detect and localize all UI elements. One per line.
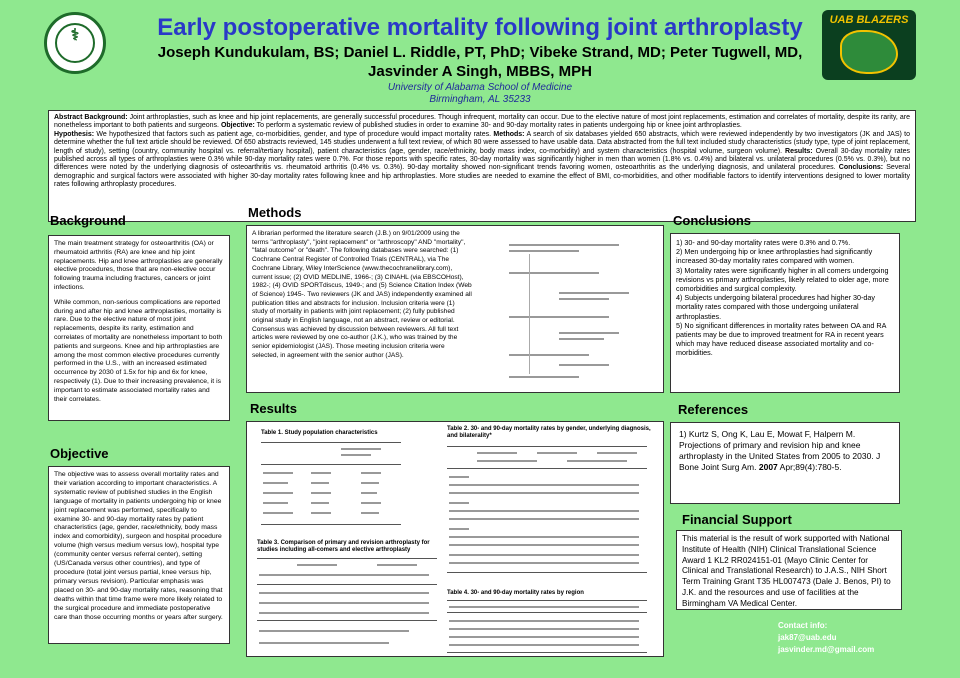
contact-email-1[interactable]: jak87@uab.edu [778,633,837,642]
abstract-conclusions-label: Conclusions: [835,164,884,172]
objective-heading: Objective [50,446,109,461]
results-heading: Results [250,401,297,416]
table-4-title: Table 4. 30- and 90-day mortality rates by region [447,590,584,596]
background-heading: Background [50,213,126,228]
financial-support-panel [676,530,902,610]
reference-1-pages: Apr;89(4):780-5. [777,462,842,472]
abstract-box [48,110,916,222]
institution [300,82,660,106]
study-flow-diagram [499,236,649,386]
blazers-wordmark: UAB BLAZERS [829,14,909,26]
conclusion-item-4: 4) Subjects undergoing bilateral procedures had higher 30-day mortality rates compared with those undergoing unilateral arthroplasties. [676,293,875,321]
caduceus-icon: ⚕ [70,27,80,44]
uab-blazers-logo [822,10,916,80]
table-1 [261,430,421,530]
conclusion-item-1: 1) 30- and 90-day mortality rates were 0.3% and 0.7%. [676,238,851,247]
conclusion-item-3: 3) Mortality rates were significantly higher in all comers undergoing revisions vs primary arthroplasties, likely related to older age, more comorbidities and surgical complexity. [676,265,889,294]
references-heading: References [678,402,749,417]
abstract-objective-text: To perform a systematic review of published studies in order to examine 30- and 90-day mortality rates in patients undergoing hip or knee joint arthroplasties. [254,122,742,130]
dragon-mascot-icon [840,30,898,74]
background-paragraph-1: The main treatment strategy for osteoarthritis (OA) or rheumatoid arthritis (RA) are knee and hip joint replacements. Hip and knee arthroplasties are generally elective procedures, those that are non-elective occur following trauma including fractures, cancers or joint infections. [54,240,223,291]
methods-text: A librarian performed the literature search (J.B.) on 9/01/2009 using the terms "arthroplasty", "joint replacement" or "arthroscopy" AND "mortality", "fatal outcome" or "death". The following databases were searched: (1) Cochrane Central Register of Controlled Trials (CENTRAL), via The Cochrane Library, Wiley InterScience (www.thecochranelibrary.com), current issue; (2) OVID MEDLINE, 1966-; (3) CINAHL (via EBSCOHost), 1982-; (4) OVID SPORTdiscus, 1949-; and (5) Science Citation Index (Web of Science) 1945-. Two reviewers (JK and JAS) independently examined all publication titles and abstracts for inclusion. Inclusion criteria were (1) study of mortality in patients with joint replacement; (2) fully published original study in English language, not an abstract, review or editorial. Consensus was achieved by discussion between reviewers. All full text articles were reviewed by one co-author (J.K.), who was trained by the senior epidemiologist (JAS). Those meeting inclusion criteria were selected, in agreement with the senior author (JAS). [252,230,472,359]
conclusions-heading: Conclusions [673,213,752,228]
abstract-results-label: Results: [782,147,813,155]
background-panel [48,235,230,421]
institution-line-2: Birmingham, AL 35233 [429,94,531,105]
authors-line-2: Jasvinder A Singh, MBBS, MPH [368,63,592,80]
background-paragraph-2: While common, non-serious complications are reported during and after hip and knee arthroplasties, mortality is rare. Due to the elective nature of most joint replacements, despite its rarity, estimation and correlates of mortality are nonetheless important to both patients and surgeons. Knee and hip arthroplasties are among the most common elective procedures currently performed in the U.S., with an increased estimated occurrence by 2030 of 1.5x for hip and 6x for knee, respectively (1). Due to their increasing prevalence, it is important to estimate associated mortality rates and their correlates. [54,298,223,403]
institution-line-1: University of Alabama School of Medicine [387,82,573,93]
university-seal-logo [44,12,106,74]
table-3 [257,540,437,650]
abstract-background-label: Abstract Background: [54,114,128,121]
financial-support-heading: Financial Support [682,512,792,527]
abstract-methods-label: Methods: [491,130,525,138]
contact-label: Contact info: [778,621,828,630]
references-panel [670,422,900,504]
abstract-conclusions-text: Several demographic and surgical factors were associated with higher 30-day mortality rates following knee and hip arthroplasties. More studies are needed to examine the effect of BMI, co-morbidities, and other modifiable factors to identify interventions designed to lower mortality rates following arthroplasty procedures. [54,164,910,189]
methods-heading: Methods [248,205,302,220]
reference-1-year: 2007 [758,462,778,472]
table-3-title: Table 3. Comparison of primary and revision arthroplasty for studies including all-comers and elective arthroplasty [257,540,430,553]
conclusions-panel [670,233,900,393]
poster-title: Early postoperative mortality following joint arthroplasty [157,14,803,41]
abstract-hypothesis-label: Hypothesis: [54,130,95,138]
author-list [110,43,850,81]
table-2 [447,426,655,586]
authors-line-1: Joseph Kundukulam, BS; Daniel L. Riddle, PT, PhD; Vibeke Strand, MD; Peter Tugwell, MD, [157,44,803,61]
financial-support-text: This material is the result of work supported with National Institute of Health (NIH) Clinical Translational Science Award 1 KL2 RR024151-01 (Mayo Clinic Center for Clinical and Translational Research) to J.A.S., NIH Short Term Training Grant T35 HL007473 (Dale J. Benos, PI) to J.K. and the resources and use of facilities at the Birmingham VA Medical Center. [682,534,891,608]
table-4 [447,590,655,656]
abstract-results-text: Overall 30-day mortality rates published across all types of arthroplasties were 0.3% while 90-day mortality rates were 0.7%. For those reports with specific rates, 30-day mortality was significantly higher in men than women (1.8% vs. 0.4%) and bilateral vs. unilateral procedures (0.5% vs. 0.3%), but no differences were noted by the underlying diagnosis of osteoarthritis vs. rheumatoid arthritis (0.4% vs. 0.3%). 90-day mortality showed non-significant trends favoring women, osteoarthritis as the underlying diagnosis, and unilateral procedures. [54,147,910,172]
results-panel [246,421,664,657]
objective-panel [48,466,230,644]
conclusion-item-2: 2) Men undergoing hip or knee arthroplasties had significantly increased 30-day mortality rates compared with women. [676,247,873,266]
table-1-title: Table 1. Study population characteristics [261,430,378,436]
table-2-title: Table 2. 30- and 90-day mortality rates by gender, underlying diagnosis, and bilaterality* [447,426,651,439]
reference-1-text: 1) Kurtz S, Ong K, Lau E, Mowat F, Halpern M. Projections of primary and revision hip and knee arthroplasty in the United States from 2005 to 2030. J Bone Joint Surg Am. [679,429,881,472]
contact-email-2[interactable]: jasvinder.md@gmail.com [778,645,875,654]
abstract-background-text: Joint arthroplasties, such as knee and hip joint replacements, are generally successful procedures. Though infrequent, mortality can occur. Due to the elective nature of most joint replacements, estimation and correlates of mortality, despite its rarity, are nonetheless important to both patients and surgeons. [54,114,910,130]
contact-info [778,620,888,656]
conclusion-item-5: 5) No significant differences in mortality rates between OA and RA patients may be due to improved treatment for RA in recent years which may have reduced disease associated mortality and co-morbidities. [676,320,887,358]
abstract-hypothesis-text: We hypothesized that factors such as patient age, co-morbidities, gender, and type of procedure would impact mortality rates. [94,130,492,138]
abstract-methods-text: A search of six databases yielded 650 abstracts, which were reviewed independently by two investigators (JK and JAS) to determine whether the full text article should be reviewed. Of 650 abstracts reviewed, 145 studies underwent a full text review, of which 80 were assessed to have usable data. Data abstracted from the full text included study characteristics (study type, type of joint replacement, length of study), setting (country, community hospital vs. referral/tertiary hospital), patient characteristics (age, gender, race/ethnicity, body mass index, co-morbidity) and system characteristics (hospital volume, surgeon volume). [54,130,910,155]
abstract-objective-label: Objective: [219,122,255,130]
objective-paragraph: The objective was to assess overall mortality rates and their variation according to important characteristics. A systematic review of published studies in the English language of mortality in patients undergoing hip or knee joint replacement was performed, specifically to examine 30- and 90-day mortality rates by patient characteristics (age, gender, race/ethnicity, body mass index and comorbidity), surgeon and hospital procedure volume (high versus medium versus low), hospital type (community center versus referral center), setting (US/Canada versus other countries), and type of procedure (total joint versus partial, knee versus hip, primary versus revision). Particular emphasis was placed on 30- and 90-day mortality rates, reasoning that deaths within that time frame were more likely related to the surgical procedure and immediate postoperative care than those occurring months or years after surgery. [54,471,223,621]
methods-panel [246,225,664,393]
